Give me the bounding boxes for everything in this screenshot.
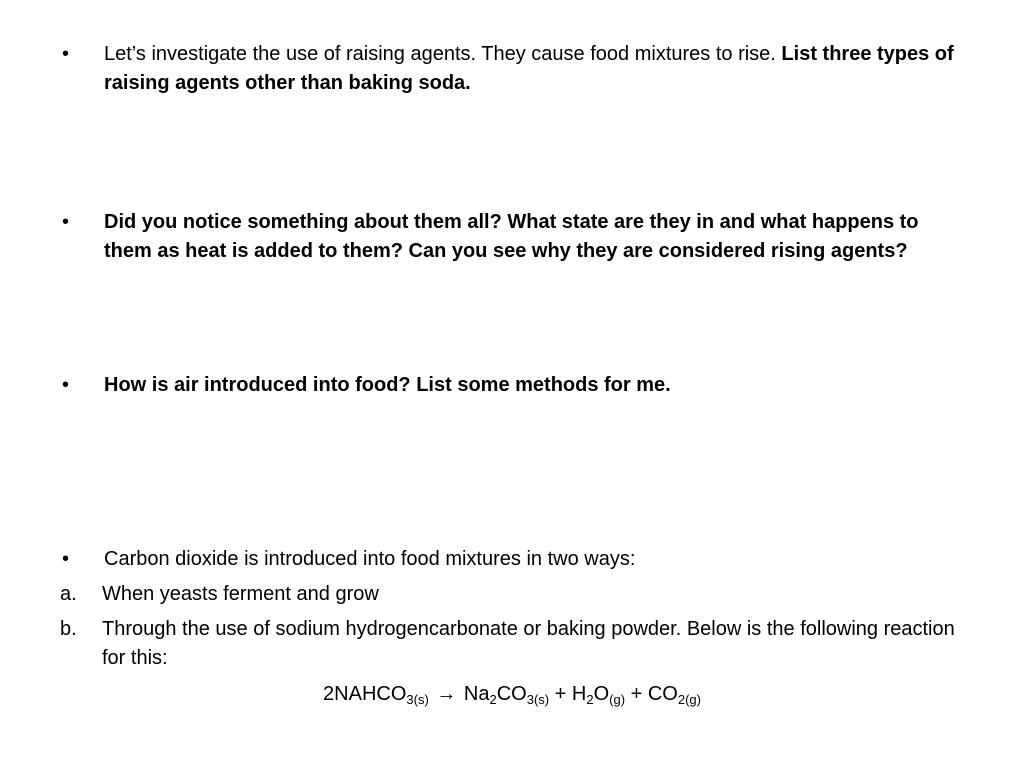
chemical-equation <box>0 680 1024 709</box>
bullet-text-bold: How is air introduced into food? List some methods for me. <box>104 374 671 396</box>
bullet-text-bold: List three types of raising agents other than baking soda. <box>104 43 954 94</box>
eq-product-3-subscript: 2(g) <box>677 692 701 707</box>
bullet-item-raising-agents <box>58 40 958 98</box>
eq-reactant-subscript: 3(s) <box>406 692 429 707</box>
bullet-item-carbon-dioxide <box>58 545 958 574</box>
eq-product-2-subscript-1: 2 <box>586 692 594 707</box>
sublist-text: When yeasts ferment and grow <box>102 583 379 605</box>
bullet-item-notice-state <box>58 208 958 266</box>
eq-product-1: Na <box>463 683 490 705</box>
eq-product-2-mid: O <box>593 683 610 705</box>
bullet-marker: • <box>62 211 70 233</box>
eq-plus: + <box>625 683 648 705</box>
eq-product-1-subscript-2: 3(s) <box>526 692 550 707</box>
bullet-text-bold: Did you notice something about them all? What state are they in and what happens to them as heat is added to them? Can you see why they are considered rising agents? <box>104 211 919 262</box>
eq-product-2: H <box>571 683 587 705</box>
sublist-marker: a. <box>60 583 77 605</box>
bullet-marker: • <box>62 548 70 570</box>
eq-product-2-subscript-2: (g) <box>609 692 626 707</box>
eq-reactant: 2NAHCO <box>323 683 407 705</box>
eq-plus: + <box>549 683 572 705</box>
bullet-text-normal: Carbon dioxide is introduced into food mixtures in two ways: <box>104 548 636 570</box>
sublist-text: Through the use of sodium hydrogencarbonate or baking powder. Below is the following reaction for this: <box>102 618 955 669</box>
reaction-arrow-icon: → <box>436 683 457 705</box>
sublist-item-a <box>58 580 958 609</box>
bullet-marker: • <box>62 43 70 65</box>
bullet-text <box>104 40 958 98</box>
bullet-marker: • <box>62 374 70 396</box>
eq-product-3: CO <box>647 683 678 705</box>
sublist-item-b <box>58 615 958 673</box>
eq-product-1-subscript-1: 2 <box>489 692 497 707</box>
eq-product-1-mid: CO <box>496 683 527 705</box>
sublist-marker: b. <box>60 618 77 640</box>
bullet-text-normal: Let’s investigate the use of raising agents. They cause food mixtures to rise. <box>104 43 782 65</box>
bullet-item-air-introduced <box>58 371 958 400</box>
